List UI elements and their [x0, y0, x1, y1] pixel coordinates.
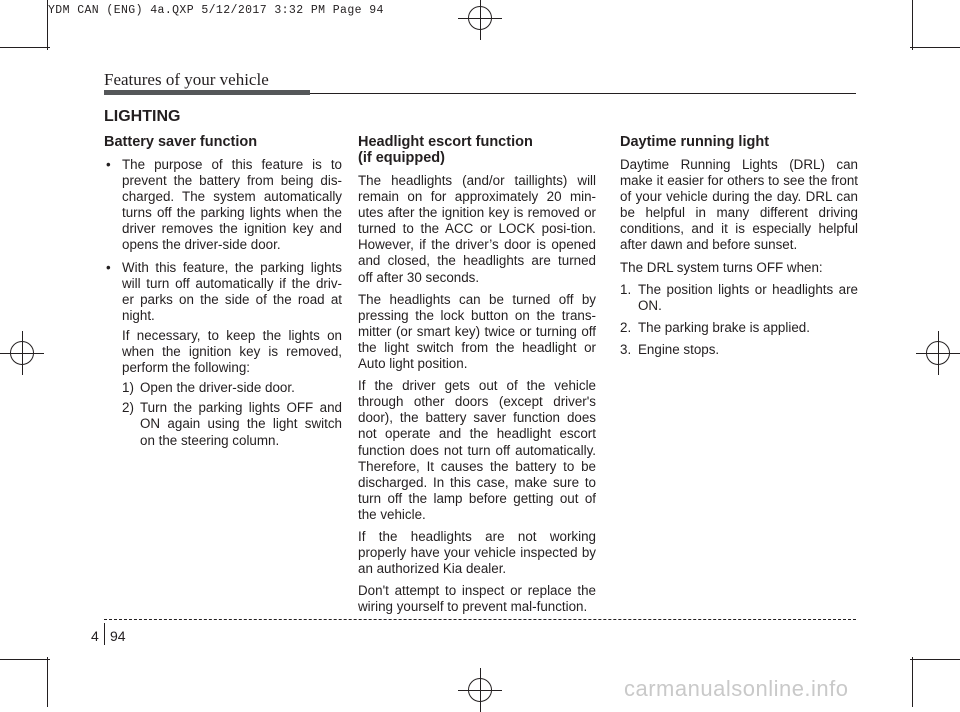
- registration-mark-icon: [10, 341, 34, 365]
- item-text: The parking brake is applied.: [638, 319, 810, 335]
- bullet-text: With this feature, the parking lights will turn off automatically if the driv-er parks on the side of the road at night.: [122, 259, 342, 323]
- drl-column: [620, 134, 858, 364]
- registration-mark-icon: [926, 341, 950, 365]
- crop-mark: [47, 657, 48, 707]
- headlight-escort-heading: [358, 134, 596, 166]
- registration-mark-icon: [468, 6, 492, 30]
- chapter-number: 4: [91, 628, 99, 644]
- bullet-text: The purpose of this feature is to prevent the battery from being dis-charged. The system automatically turns off the parking lights when the driver removes the ignition key and opens the driver-side door.: [122, 157, 342, 253]
- step-number: 2): [122, 400, 134, 416]
- drl-heading: Daytime running light: [620, 134, 770, 150]
- step-item: [122, 400, 342, 448]
- crop-mark: [0, 47, 50, 48]
- battery-saver-heading: Battery saver function: [104, 134, 258, 150]
- step-number: 1): [122, 380, 134, 396]
- bullet-subtext: If necessary, to keep the lights on when the ignition key is removed, perform the following:: [122, 327, 342, 376]
- paragraph: Don't attempt to inspect or replace the wiring yourself to prevent mal-function.: [358, 583, 596, 615]
- print-slug: YDM CAN (ENG) 4a.QXP 5/12/2017 3:32 PM Page 94: [48, 4, 384, 17]
- bullet-icon: •: [106, 157, 111, 172]
- header-bar: [104, 90, 310, 95]
- battery-saver-list: [104, 157, 342, 449]
- page-header-title: Features of your vehicle: [104, 70, 269, 89]
- page-number-divider: [104, 623, 105, 645]
- list-item: [104, 260, 342, 449]
- item-number: 3.: [620, 341, 632, 357]
- paragraph: The DRL system turns OFF when:: [620, 259, 823, 275]
- section-title: LIGHTING: [104, 108, 181, 125]
- item-text: Engine stops.: [638, 341, 720, 357]
- step-text: Open the driver-side door.: [140, 380, 295, 396]
- paragraph: Daytime Running Lights (DRL) can make it easier for others to see the front of your vehicle during the day. DRL can be helpful in many different driving conditions, and it is especially helpful after dawn and before sunset.: [620, 157, 858, 253]
- watermark: carmanualsonline.info: [624, 676, 849, 701]
- paragraph: The headlights can be turned off by pressing the lock button on the trans-mitter (or smart key) twice or turning off the light switch from the headlight or Auto light position.: [358, 291, 596, 372]
- bullet-icon: •: [106, 259, 111, 275]
- item-number: 2.: [620, 319, 632, 335]
- paragraph: The headlights (and/or taillights) will remain on for approximately 20 min-utes after the ignition key is removed or turned to the ACC or LOCK posi-tion. However, if the driver’s door is opened and closed, the headlights are turned off after 30 seconds.: [358, 173, 596, 285]
- list-item: [620, 342, 858, 358]
- headlight-escort-column: [358, 134, 596, 621]
- heading-line: Headlight escort function: [358, 134, 533, 150]
- list-item: [620, 282, 858, 314]
- crop-mark: [912, 657, 913, 707]
- footer-rule: [104, 619, 856, 620]
- crop-mark: [910, 659, 960, 660]
- item-text: The position lights or headlights are ON.: [638, 281, 858, 313]
- crop-mark: [910, 47, 960, 48]
- header-rule: [310, 93, 856, 94]
- crop-mark: [0, 659, 50, 660]
- page-number: 94: [110, 628, 126, 644]
- paragraph: If the headlights are not working properly have your vehicle inspected by an authorized Kia dealer.: [358, 528, 596, 577]
- paragraph: If the driver gets out of the vehicle through other doors (except driver's door), the battery saver function does not operate and the headlight escort function does not turn off automatically. Therefore, It causes the battery to be discharged. In this case, make sure to turn off the lamp before getting out of the vehicle.: [358, 378, 596, 522]
- registration-mark-icon: [468, 678, 492, 702]
- item-number: 1.: [620, 281, 632, 297]
- list-item: [104, 157, 342, 254]
- step-item: [122, 380, 342, 396]
- crop-mark: [912, 0, 913, 50]
- heading-line: (if equipped): [358, 150, 445, 166]
- step-text: Turn the parking lights OFF and ON again using the light switch on the steering column.: [140, 400, 342, 448]
- battery-saver-column: [104, 134, 342, 455]
- list-item: [620, 320, 858, 336]
